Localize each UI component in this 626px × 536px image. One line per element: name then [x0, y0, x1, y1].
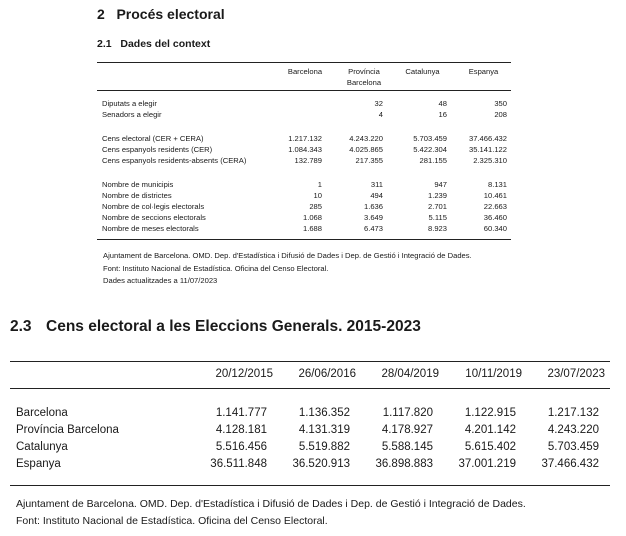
table-cell: 4.201.142 — [464, 424, 516, 436]
table-rule-bottom — [97, 239, 511, 240]
notes-census — [16, 496, 526, 530]
table-cell: 32 — [374, 99, 383, 108]
context-table — [97, 62, 511, 242]
table-cell: 35.141.122 — [468, 145, 507, 154]
table-cell: 48 — [438, 99, 447, 108]
table-row — [16, 405, 610, 422]
table-cell: 1.084.343 — [288, 145, 322, 154]
table-rule-header — [10, 388, 610, 389]
table-cell: 5.115 — [428, 213, 447, 222]
table-cell: 1.141.777 — [215, 407, 267, 419]
row-label: Catalunya — [16, 441, 68, 453]
row-label: Cens espanyols residents-absents (CERA) — [102, 156, 247, 165]
table-cell: 5.703.459 — [413, 134, 447, 143]
table-row — [16, 439, 610, 456]
table-cell: 37.466.432 — [541, 458, 599, 470]
table-row — [102, 180, 507, 190]
table-cell: 5.703.459 — [547, 441, 599, 453]
table-cell: 2.701 — [427, 202, 447, 211]
subsection-title: Dades del context — [120, 38, 211, 50]
census-table — [10, 361, 610, 489]
note-line: Ajuntament de Barcelona. OMD. Dep. d'Estadística i Difusió de Dades i Dep. de Gestió i Integració de Dades. — [16, 498, 526, 510]
table-cell: 4.243.220 — [547, 424, 599, 436]
table-cell: 217.355 — [355, 156, 383, 165]
table-cell: 4 — [378, 110, 383, 119]
table-cell: 5.588.145 — [381, 441, 433, 453]
table-cell: 37.466.432 — [468, 134, 507, 143]
table-cell: 1.117.820 — [382, 407, 433, 419]
row-label: Espanya — [16, 458, 61, 470]
table-cell: 350 — [494, 99, 507, 108]
row-label: Diputats a elegir — [102, 99, 157, 108]
col-header: Província — [348, 67, 380, 76]
table-cell: 60.340 — [483, 224, 507, 233]
table-cell: 4.025.865 — [349, 145, 383, 154]
section-heading — [97, 6, 225, 22]
row-label: Senadors a elegir — [102, 110, 162, 119]
note-line: Ajuntament de Barcelona. OMD. Dep. d'Estadística i Difusió de Dades i Dep. de Gestió i Integració de Dades. — [103, 251, 472, 260]
col-header: Catalunya — [405, 67, 440, 76]
table-row — [102, 145, 507, 155]
subsection-number: 2.1 — [97, 38, 112, 50]
row-label: Cens espanyols residents (CER) — [102, 145, 213, 154]
table-cell: 311 — [370, 180, 383, 189]
table-cell: 36.460 — [483, 213, 507, 222]
table-row — [102, 202, 507, 212]
subsection-heading-census — [10, 318, 421, 336]
table-cell: 6.473 — [363, 224, 383, 233]
table-cell: 1.688 — [302, 224, 322, 233]
table-cell: 3.649 — [363, 213, 383, 222]
subsection-title: Cens electoral a les Eleccions Generals. 2015-2023 — [46, 318, 421, 335]
table-cell: 22.663 — [483, 202, 507, 211]
table-cell: 5.615.402 — [464, 441, 516, 453]
row-label: Nombre de districtes — [102, 191, 172, 200]
table-cell: 1.136.352 — [298, 407, 350, 419]
table-cell: 37.001.219 — [458, 458, 516, 470]
table-cell: 494 — [370, 191, 383, 200]
table-cell: 4.128.181 — [215, 424, 267, 436]
table-row — [102, 134, 507, 144]
row-label: Nombre de meses electorals — [102, 224, 199, 233]
table-row — [102, 213, 507, 223]
table-cell: 36.898.883 — [375, 458, 433, 470]
table-cell: 208 — [494, 110, 507, 119]
table-cell: 8.131 — [487, 180, 507, 189]
col-header: Barcelona — [346, 78, 382, 87]
notes-context — [103, 250, 472, 288]
table-cell: 36.511.848 — [210, 458, 267, 470]
table-cell: 2.325.310 — [473, 156, 507, 165]
table-cell: 1.217.132 — [547, 407, 599, 419]
col-header: 26/06/2016 — [298, 368, 356, 380]
table-cell: 5.422.304 — [413, 145, 447, 154]
note-line: Font: Instituto Nacional de Estadística. Oficina del Censo Electoral. — [103, 263, 329, 273]
table-cell: 4.178.927 — [381, 424, 433, 436]
table-cell: 285 — [309, 202, 322, 211]
col-header: Barcelona — [287, 67, 323, 76]
section-number: 2 — [97, 6, 105, 22]
section-title: Procés electoral — [116, 6, 225, 22]
table-rule-header — [97, 90, 511, 91]
table-row — [16, 422, 610, 439]
table-cell: 1.217.132 — [288, 134, 322, 143]
row-label: Nombre de col·legis electorals — [102, 202, 205, 211]
table-row — [16, 456, 610, 473]
table-cell: 4.243.220 — [349, 134, 383, 143]
col-header: 20/12/2015 — [215, 368, 273, 380]
col-header: Espanya — [468, 67, 499, 76]
table-row — [102, 224, 507, 234]
col-header: 28/04/2019 — [381, 368, 439, 380]
subsection-heading-context — [97, 38, 210, 50]
table-cell: 1.122.915 — [464, 407, 516, 419]
table-cell: 1.636 — [363, 202, 383, 211]
table-row — [102, 156, 507, 166]
table-cell: 281.155 — [419, 156, 447, 165]
table-cell: 947 — [434, 180, 447, 189]
table-cell: 10 — [313, 191, 322, 200]
table-cell: 5.516.456 — [215, 441, 267, 453]
table-row — [102, 110, 507, 120]
table-cell: 132.789 — [294, 156, 322, 165]
table-cell: 1.068 — [302, 213, 322, 222]
row-label: Nombre de municipis — [102, 180, 174, 189]
table-cell: 10.461 — [483, 191, 507, 200]
col-header: 23/07/2023 — [547, 368, 605, 380]
table-rule-top — [97, 62, 511, 63]
table-rule-bottom — [10, 485, 610, 486]
note-line: Font: Instituto Nacional de Estadística. Oficina del Censo Electoral. — [16, 515, 328, 527]
subsection-number: 2.3 — [10, 318, 32, 335]
table-row — [102, 191, 507, 201]
table-cell: 36.520.913 — [292, 458, 350, 470]
table-cell: 8.923 — [427, 224, 447, 233]
row-label: Cens electoral (CER + CERA) — [102, 134, 204, 143]
table-cell: 1 — [317, 180, 322, 189]
col-header: 10/11/2019 — [465, 368, 522, 380]
row-label: Barcelona — [16, 407, 68, 419]
note-line: Dades actualitzades a 11/07/2023 — [103, 276, 218, 285]
table-cell: 5.519.882 — [298, 441, 350, 453]
table-cell: 16 — [438, 110, 447, 119]
row-label: Província Barcelona — [16, 424, 119, 436]
table-cell: 1.239 — [427, 191, 447, 200]
row-label: Nombre de seccions electorals — [102, 213, 206, 222]
table-rule-top — [10, 361, 610, 362]
table-cell: 4.131.319 — [298, 424, 350, 436]
table-row — [102, 99, 507, 109]
